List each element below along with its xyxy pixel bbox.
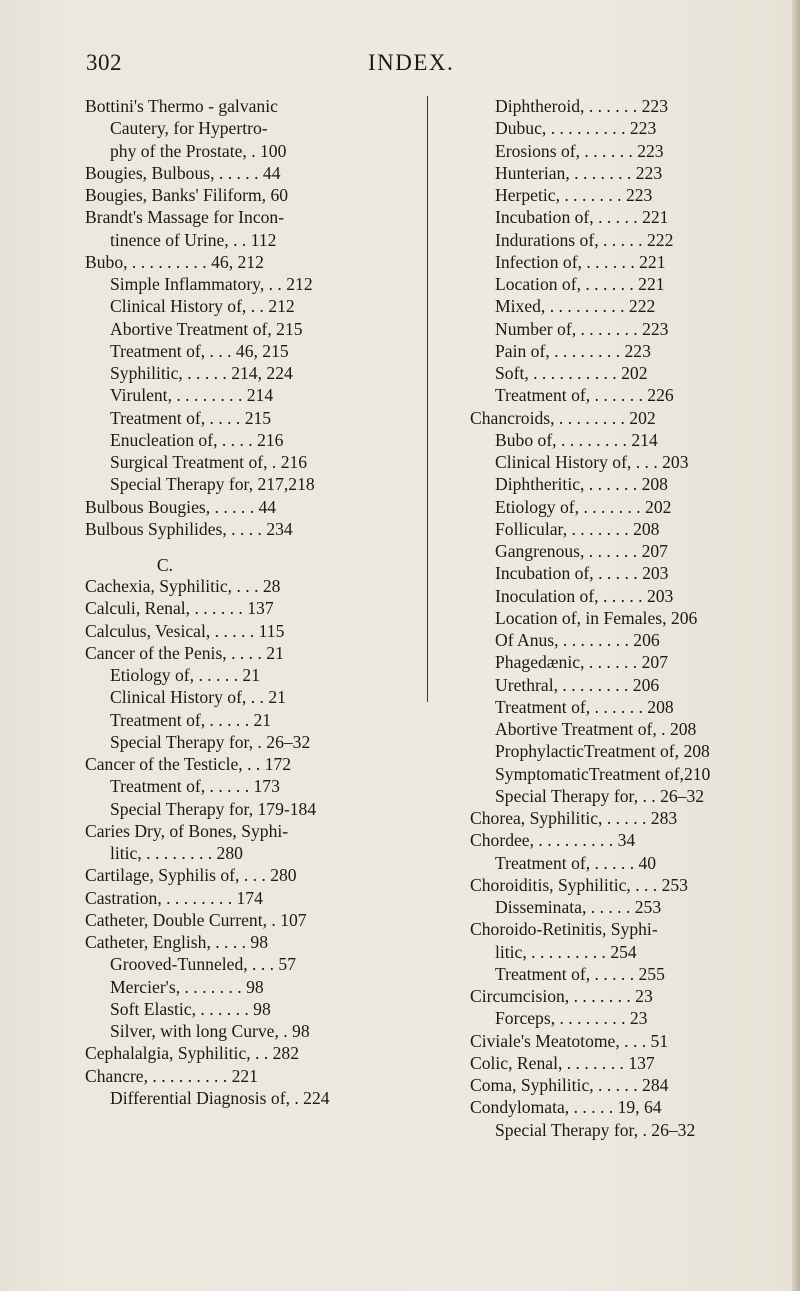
index-subentry: Treatment of, . . . . 215 xyxy=(110,407,272,428)
index-subentry: Diphtheritic, . . . . . . 208 xyxy=(495,474,668,495)
index-subentry: Infection of, . . . . . . 221 xyxy=(495,251,666,272)
index-subentry: Virulent, . . . . . . . . 214 xyxy=(110,385,274,406)
index-entry: Cancer of the Testicle, . . 172 xyxy=(85,754,292,774)
index-subentry: Soft Elastic, . . . . . . 98 xyxy=(110,998,271,1019)
index-entry: Condylomata, . . . . . 19, 64 xyxy=(470,1097,662,1118)
index-subentry: Surgical Treatment of, . 216 xyxy=(110,452,308,472)
index-subentry: Etiology of, . . . . . 21 xyxy=(110,665,261,685)
index-subentry: Bubo of, . . . . . . . . 214 xyxy=(495,429,658,450)
index-entry: Chorea, Syphilitic, . . . . . 283 xyxy=(470,808,678,828)
index-entry: Bubo, . . . . . . . . . 46, 212 xyxy=(85,251,264,272)
index-subentry: Silver, with long Curve, . 98 xyxy=(110,1021,310,1041)
index-subentry: Special Therapy for, 179-184 xyxy=(110,798,317,819)
index-entry: Choroido-Retinitis, Syphi- xyxy=(470,919,658,940)
index-subentry: Incubation of, . . . . . 203 xyxy=(495,563,669,584)
index-subentry: Etiology of, . . . . . . . 202 xyxy=(495,496,672,517)
page-header xyxy=(0,50,800,82)
index-subentry: Enucleation of, . . . . 216 xyxy=(110,429,284,450)
index-entry: Chancroids, . . . . . . . . 202 xyxy=(470,407,656,428)
index-subentry: Follicular, . . . . . . . 208 xyxy=(495,518,660,539)
index-entry: Calculi, Renal, . . . . . . 137 xyxy=(85,598,274,619)
index-subentry: Special Therapy for, 217,218 xyxy=(110,474,315,495)
index-subentry: litic, . . . . . . . . 280 xyxy=(110,843,243,863)
index-subentry: Hunterian, . . . . . . . 223 xyxy=(495,162,663,183)
index-subentry: Treatment of, . . . . . 21 xyxy=(110,709,272,730)
index-subentry: Phagedænic, . . . . . . 207 xyxy=(495,652,668,673)
index-subentry: Mixed, . . . . . . . . . 222 xyxy=(495,296,656,317)
index-subentry: Abortive Treatment of, . 208 xyxy=(495,719,697,739)
index-subentry: Simple Inflammatory, . . 212 xyxy=(110,274,313,294)
index-subentry: Syphilitic, . . . . . 214, 224 xyxy=(110,363,293,383)
index-subentry: Grooved-Tunneled, . . . 57 xyxy=(110,954,297,975)
index-subentry: Special Therapy for, . 26–32 xyxy=(110,731,311,752)
index-subentry: Inoculation of, . . . . . 203 xyxy=(495,585,674,606)
index-entry: Bougies, Banks' Filiform, 60 xyxy=(85,185,289,205)
index-entry: Brandt's Massage for Incon- xyxy=(85,207,285,228)
index-entry: Caries Dry, of Bones, Syphi- xyxy=(85,820,289,841)
index-entry: Castration, . . . . . . . . 174 xyxy=(85,887,263,908)
index-subentry: Indurations of, . . . . . 222 xyxy=(495,229,674,250)
index-subentry: litic, . . . . . . . . . 254 xyxy=(495,941,637,962)
index-subentry: Location of, . . . . . . 221 xyxy=(495,274,665,294)
index-entry: Cancer of the Penis, . . . . 21 xyxy=(85,642,284,663)
index-entry: Bougies, Bulbous, . . . . . 44 xyxy=(85,162,281,183)
index-subentry: Dubuc, . . . . . . . . . 223 xyxy=(495,118,657,139)
index-column-left xyxy=(85,95,415,1109)
index-subentry: Disseminata, . . . . . 253 xyxy=(495,897,662,917)
index-column-right xyxy=(470,95,788,1141)
index-subentry: Differential Diagnosis of, . 224 xyxy=(110,1087,330,1108)
index-subentry: phy of the Prostate, . 100 xyxy=(110,140,287,161)
section-letter: C. xyxy=(156,555,174,575)
index-subentry: Number of, . . . . . . . 223 xyxy=(495,318,669,339)
index-entry: Catheter, Double Current, . 107 xyxy=(85,909,307,930)
index-subentry: Diphtheroid, . . . . . . 223 xyxy=(495,96,668,116)
index-subentry: Treatment of, . . . . . 173 xyxy=(110,776,280,797)
index-entry: Cephalalgia, Syphilitic, . . 282 xyxy=(85,1043,300,1064)
index-subentry: Treatment of, . . . . . . 208 xyxy=(495,696,674,717)
index-subentry: Cautery, for Hypertro- xyxy=(110,118,268,139)
index-subentry: Treatment of, . . . . . 255 xyxy=(495,963,665,984)
index-subentry: Gangrenous, . . . . . . 207 xyxy=(495,541,668,561)
index-subentry: Treatment of, . . . . . . 226 xyxy=(495,385,674,406)
index-entry: Choroiditis, Syphilitic, . . . 253 xyxy=(470,874,688,895)
index-subentry: Location of, in Females, 206 xyxy=(495,607,698,628)
index-subentry: Soft, . . . . . . . . . . 202 xyxy=(495,363,648,383)
index-subentry: Treatment of, . . . . . 40 xyxy=(495,852,657,873)
index-subentry: SymptomaticTreatment of,210 xyxy=(495,763,711,784)
index-subentry: Treatment of, . . . 46, 215 xyxy=(110,340,289,361)
index-entry: Bulbous Bougies, . . . . . 44 xyxy=(85,496,277,517)
index-subentry: Herpetic, . . . . . . . 223 xyxy=(495,185,653,205)
page-edge xyxy=(792,0,800,1291)
index-subentry: Of Anus, . . . . . . . . 206 xyxy=(495,630,660,650)
index-subentry: Urethral, . . . . . . . . 206 xyxy=(495,674,660,695)
index-entry: Colic, Renal, . . . . . . . 137 xyxy=(470,1052,655,1073)
index-entry: Catheter, English, . . . . 98 xyxy=(85,932,269,952)
index-entry: Bulbous Syphilides, . . . . 234 xyxy=(85,518,293,539)
index-entry: Bottini's Thermo - galvanic xyxy=(85,96,278,116)
index-subentry: tinence of Urine, . . 112 xyxy=(110,229,277,250)
index-subentry: Incubation of, . . . . . 221 xyxy=(495,207,669,228)
index-subentry: Pain of, . . . . . . . . 223 xyxy=(495,340,651,361)
index-subentry: ProphylacticTreatment of, 208 xyxy=(495,741,710,762)
column-divider xyxy=(427,96,428,702)
index-entry: Civiale's Meatotome, . . . 51 xyxy=(470,1030,669,1051)
index-subentry: Abortive Treatment of, 215 xyxy=(110,318,303,339)
index-entry: Calculus, Vesical, . . . . . 115 xyxy=(85,620,285,641)
index-subentry: Clinical History of, . . . 203 xyxy=(495,452,689,472)
index-entry: Circumcision, . . . . . . . 23 xyxy=(470,986,653,1006)
index-subentry: Clinical History of, . . 212 xyxy=(110,296,295,317)
index-subentry: Special Therapy for, . . 26–32 xyxy=(495,785,705,806)
index-subentry: Forceps, . . . . . . . . 23 xyxy=(495,1008,648,1029)
running-head: INDEX. xyxy=(368,50,455,75)
index-subentry: Mercier's, . . . . . . . 98 xyxy=(110,976,264,997)
index-entry: Coma, Syphilitic, . . . . . 284 xyxy=(470,1075,669,1095)
index-entry: Cachexia, Syphilitic, . . . 28 xyxy=(85,576,281,596)
index-entry: Cartilage, Syphilis of, . . . 280 xyxy=(85,865,297,886)
index-subentry: Special Therapy for, . 26–32 xyxy=(495,1119,696,1140)
index-entry: Chancre, . . . . . . . . . 221 xyxy=(85,1065,258,1086)
index-subentry: Clinical History of, . . 21 xyxy=(110,687,286,708)
index-entry: Chordee, . . . . . . . . . 34 xyxy=(470,830,636,851)
index-subentry: Erosions of, . . . . . . 223 xyxy=(495,140,664,161)
page-number: 302 xyxy=(86,50,122,75)
